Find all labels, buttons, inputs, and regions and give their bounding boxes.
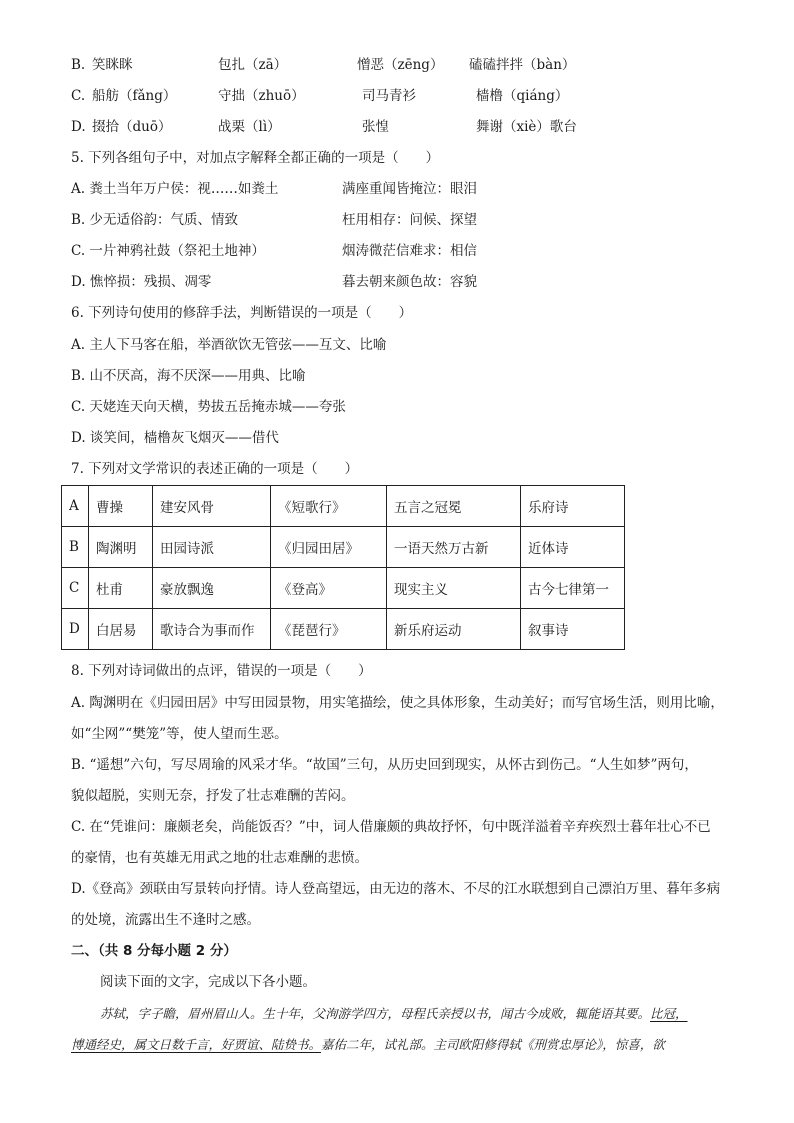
table-cell: 叙事诗 [521, 609, 625, 650]
option-item: 船舫（fǎng） [92, 88, 177, 104]
table-cell: 近体诗 [521, 527, 625, 568]
option-item: 司马青衫 [362, 88, 416, 104]
option-item: 掇拾（duō） [92, 119, 172, 135]
table-cell: 乐府诗 [521, 486, 625, 527]
table-cell: 《短歌行》 [271, 486, 387, 527]
table-cell: 古今七律第一 [521, 568, 625, 609]
q5-option-b-left: B. 少无适俗韵：气质、情致 [71, 212, 239, 228]
section-heading: 二、（共 8 分每小题 2 分） [71, 943, 237, 959]
table-cell: 曹操 [89, 486, 153, 527]
option-item: 守拙（zhuō） [218, 88, 305, 104]
q5-option-b-right: 枉用相存：问候、探望 [342, 212, 477, 228]
q8-line: 如“尘网”“樊笼”等，使人望而生恶。 [71, 726, 288, 742]
table-cell: 现实主义 [387, 568, 521, 609]
q6-stem: 6. 下列诗句使用的修辞手法，判断错误的一项是（ ） [71, 305, 413, 321]
passage-text: 苏轼，字子瞻，眉州眉山人。生十年，父洵游学四方，母程氏亲授以书，闻古今成败，辄能语其要。 [100, 1006, 651, 1021]
table-cell: 一语天然万古新 [387, 527, 521, 568]
table-row [62, 527, 625, 568]
table-row [62, 609, 625, 650]
passage-underlined-text: 博通经史，属文日数千言，好贾谊、陆贽书。 [71, 1037, 322, 1052]
q8-line: 的豪情，也有英雄无用武之地的壮志难酬的悲愤。 [71, 850, 368, 866]
table-cell: 五言之冠冕 [387, 486, 521, 527]
q6-option-b: B. 山不厌高，海不厌深——用典、比喻 [71, 368, 306, 384]
q8-line: 貌似超脱，实则无奈，抒发了壮志难酬的苦闷。 [71, 788, 355, 804]
q5-option-d-left: D. 憔悴损：残损、凋零 [71, 274, 212, 290]
q8-stem: 8. 下列对诗词做出的点评，错误的一项是（ ） [71, 663, 372, 679]
q5-option-a-right: 满座重闻皆掩泣：眼泪 [342, 181, 477, 197]
option-item: 磕磕拌拌（bàn） [469, 57, 576, 73]
q5-option-c-left: C. 一片神鸦社鼓（祭祀土地神） [71, 243, 265, 259]
q5-stem: 5. 下列各组句子中，对加点字解释全都正确的一项是（ ） [71, 150, 440, 166]
table-cell: 田园诗派 [153, 527, 271, 568]
option-item: 笑眯眯 [92, 57, 133, 73]
table-cell: 建安风骨 [153, 486, 271, 527]
literature-table [61, 485, 625, 650]
table-cell: A [62, 486, 89, 527]
option-item: 舞谢（xiè）歌台 [476, 119, 577, 135]
table-cell: 《琵琶行》 [271, 609, 387, 650]
q6-option-d: D. 谈笑间，樯橹灰飞烟灭——借代 [71, 430, 279, 446]
passage-underlined-text: 比冠， [650, 1006, 688, 1021]
passage-text: 嘉佑二年，试礼部。主司欧阳修得轼《刑赏忠厚论》，惊喜，欲 [321, 1037, 665, 1052]
q5-option-d-right: 暮去朝来颜色故：容貌 [342, 274, 477, 290]
passage-line [71, 1035, 665, 1055]
table-cell: B [62, 527, 89, 568]
option-label: D. [71, 119, 86, 135]
option-item: 憎恶（zēng） [357, 57, 444, 73]
q5-option-c-right: 烟涛微茫信难求：相信 [342, 243, 477, 259]
option-label: B. [71, 57, 86, 73]
q8-line: A. 陶渊明在《归园田居》中写田园景物，用实笔描绘，使之具体形象，生动美好；而写官场生活，则用比喻， [71, 695, 724, 711]
passage-line [100, 1004, 688, 1024]
table-row [62, 568, 625, 609]
q5-option-a-left: A. 粪土当年万户侯：视……如粪土 [71, 181, 279, 197]
table-cell: 豪放飘逸 [153, 568, 271, 609]
table-cell: 陶渊明 [89, 527, 153, 568]
option-label: C. [71, 88, 86, 104]
table-cell: 《登高》 [271, 568, 387, 609]
table-cell: 《归园田居》 [271, 527, 387, 568]
section-intro: 阅读下面的文字，完成以下各小题。 [100, 974, 316, 990]
option-item: 张惶 [362, 119, 389, 135]
option-item: 包扎（zā） [218, 57, 288, 73]
q7-stem: 7. 下列对文学常识的表述正确的一项是（ ） [71, 461, 359, 477]
table-cell: 白居易 [89, 609, 153, 650]
option-item: 樯橹（qiáng） [476, 88, 569, 104]
q8-line: 的处境，流露出生不逢时之感。 [71, 912, 260, 928]
q8-line: D.《登高》颈联由写景转向抒情。诗人登高望远，由无边的落木、不尽的江水联想到自己漂泊万里、暮年多病 [71, 881, 721, 897]
q8-line: B. “遥想”六句，写尽周瑜的风采才华。“故国”三句，从历史回到现实，从怀古到伤己。“人生如梦”两句， [71, 757, 698, 773]
table-cell: 歌诗合为事而作 [153, 609, 271, 650]
q6-option-c: C. 天姥连天向天横，势拔五岳掩赤城——夸张 [71, 399, 346, 415]
q8-line: C. 在“凭谁问：廉颇老矣，尚能饭否？”中，词人借廉颇的典故抒怀，句中既洋溢着辛弃疾烈士暮年壮心不已 [71, 819, 711, 835]
q6-option-a: A. 主人下马客在船，举酒欲饮无管弦——互文、比喻 [71, 337, 387, 353]
table-cell: C [62, 568, 89, 609]
table-cell: 杜甫 [89, 568, 153, 609]
table-cell: 新乐府运动 [387, 609, 521, 650]
table-row [62, 486, 625, 527]
option-item: 战栗（lì） [218, 119, 281, 135]
table-cell: D [62, 609, 89, 650]
